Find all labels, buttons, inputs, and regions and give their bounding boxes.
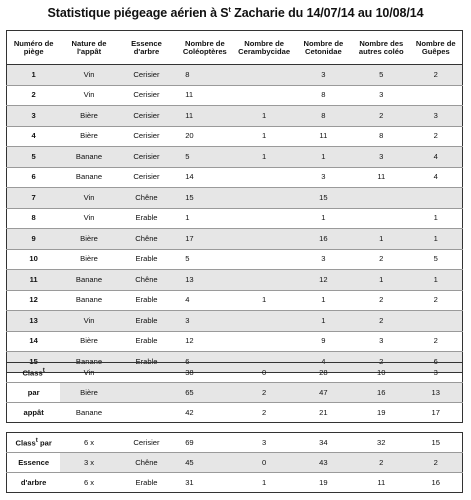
table-cell [410, 85, 463, 106]
summary-cell: 10 [377, 367, 386, 377]
table-cell: 3 [294, 65, 353, 86]
table-cell [234, 229, 293, 250]
summary-cell: 2 [234, 403, 293, 423]
table-cell: Bière [60, 229, 117, 250]
table-cell: 11 [175, 85, 234, 106]
column-header: Nature de l'appât [60, 31, 117, 65]
table-row [7, 208, 463, 229]
table-row [7, 270, 463, 291]
summary-cell: 11 [353, 473, 410, 493]
table-cell: 14 [175, 167, 234, 188]
table-cell: 12 [294, 270, 353, 291]
summary-by-tree [6, 432, 463, 493]
summary-label: Class$^t$ [22, 366, 45, 378]
trap-number: 9 [7, 229, 61, 250]
trap-number: 8 [7, 208, 61, 229]
table-row [7, 229, 463, 250]
trap-number: 5 [7, 147, 61, 168]
trap-number: 14 [7, 331, 61, 352]
table-cell: 2 [353, 106, 410, 127]
table-cell: 4 [175, 290, 234, 311]
table-cell: Banane [60, 270, 117, 291]
table-cell: 1 [294, 311, 353, 332]
table-cell [410, 188, 463, 209]
table-cell: Cerisier [118, 167, 175, 188]
table-cell: 15 [175, 188, 234, 209]
table-cell [234, 85, 293, 106]
table-cell [234, 331, 293, 352]
table-cell: Erable [118, 249, 175, 270]
table-cell: 5 [175, 249, 234, 270]
table-cell [234, 270, 293, 291]
table-row [7, 311, 463, 332]
table-cell: Erable [118, 208, 175, 229]
table-row [7, 188, 463, 209]
page-title: Statistique piégeage aérien à $S^t$ Zacharie du 14/07/14 au 10/08/14 [47, 6, 424, 20]
table-row [7, 106, 463, 127]
table-cell: 1 [410, 270, 463, 291]
summary-cell: 3 x [60, 453, 117, 473]
table-cell: 16 [294, 229, 353, 250]
summary-cell: Cerisier [133, 437, 160, 447]
table-cell: 15 [294, 188, 353, 209]
table-cell: 1 [353, 270, 410, 291]
table-cell: Cerisier [118, 85, 175, 106]
table-cell: 1 [410, 229, 463, 250]
table-cell: 8 [294, 106, 353, 127]
table-cell [234, 188, 293, 209]
table-cell: 4 [410, 147, 463, 168]
summary-cell [118, 383, 175, 403]
summary-cell: 17 [410, 403, 463, 423]
table-cell: Vin [60, 208, 117, 229]
summary-cell: 69 [185, 437, 194, 447]
summary-cell: 34 [319, 437, 328, 447]
table-cell [410, 311, 463, 332]
table-row [7, 331, 463, 352]
table-cell: 5 [353, 65, 410, 86]
table-cell: Erable [118, 311, 175, 332]
trap-number: 13 [7, 311, 61, 332]
table-cell: Cerisier [118, 106, 175, 127]
table-cell: 8 [175, 65, 234, 86]
column-header: Numéro de piège [7, 31, 61, 65]
table-cell: Erable [118, 331, 175, 352]
column-header: Essence d'arbre [118, 31, 175, 65]
table-cell: Bière [60, 249, 117, 270]
summary-cell [118, 363, 175, 383]
table-cell [353, 208, 410, 229]
column-header: Nombre de Coléoptères [175, 31, 234, 65]
summary-cell: Bière [60, 383, 117, 403]
table-cell: 1 [294, 147, 353, 168]
table-row [7, 65, 463, 86]
table-cell [234, 65, 293, 86]
table-cell: 1 [234, 147, 293, 168]
summary-cell: 2 [234, 383, 293, 403]
table-cell: 4 [294, 352, 353, 373]
summary-cell: 31 [175, 473, 234, 493]
table-row [7, 85, 463, 106]
table-cell: 3 [353, 85, 410, 106]
summary-cell: 65 [175, 383, 234, 403]
column-header: Nombre de Cetonidae [294, 31, 353, 65]
trap-number: 15 [7, 352, 61, 373]
summary-by-bait [6, 362, 463, 423]
summary-cell: 43 [294, 453, 353, 473]
table-cell: Vin [60, 188, 117, 209]
trap-number: 12 [7, 290, 61, 311]
trap-number: 2 [7, 85, 61, 106]
summary-cell: 6 x [60, 473, 117, 493]
table-cell [234, 208, 293, 229]
table-cell: 11 [175, 106, 234, 127]
table-cell: 2 [353, 311, 410, 332]
table-header [7, 31, 463, 65]
trap-number: 10 [7, 249, 61, 270]
table-cell: 3 [353, 147, 410, 168]
table-row [7, 167, 463, 188]
table-cell: 1 [353, 229, 410, 250]
summary-cell: 38 [185, 367, 194, 377]
summary-label: d'arbre [7, 473, 61, 493]
summary-cell: 28 [319, 367, 328, 377]
table-cell: Banane [60, 147, 117, 168]
table-cell: Chêne [118, 188, 175, 209]
table-cell: 1 [234, 126, 293, 147]
table-cell: 2 [410, 65, 463, 86]
table-cell: 5 [410, 249, 463, 270]
table-cell: 1 [175, 208, 234, 229]
summary-cell: 1 [234, 473, 293, 493]
summary-row [7, 383, 463, 403]
summary-row [7, 403, 463, 423]
table-cell: 2 [410, 331, 463, 352]
table-cell: 3 [294, 167, 353, 188]
summary-cell: Banane [60, 403, 117, 423]
column-header: Nombre de Cerambycidae [234, 31, 293, 65]
table-cell: Bière [60, 331, 117, 352]
summary-label: Class$^t$ par [15, 436, 52, 448]
summary-cell: 3 [261, 437, 267, 447]
table-cell: 1 [410, 208, 463, 229]
summary-label: appât [7, 403, 61, 423]
summary-cell: 0 [261, 367, 267, 377]
table-row [7, 126, 463, 147]
table-cell: 3 [353, 331, 410, 352]
trap-number: 11 [7, 270, 61, 291]
table-cell: Vin [60, 65, 117, 86]
summary-label: Essence [7, 453, 61, 473]
table-cell: Erable [118, 290, 175, 311]
table-cell: 3 [175, 311, 234, 332]
table-cell [234, 249, 293, 270]
table-cell: 8 [294, 85, 353, 106]
table-cell [234, 311, 293, 332]
table-cell: 2 [410, 126, 463, 147]
table-row [7, 147, 463, 168]
table-cell: 6 [410, 352, 463, 373]
trap-table [6, 30, 463, 373]
table-cell: Vin [60, 85, 117, 106]
summary-row [7, 363, 463, 383]
trap-number: 1 [7, 65, 61, 86]
summary-cell: 19 [294, 473, 353, 493]
summary-cell: Erable [118, 473, 175, 493]
summary-cell: 2 [353, 453, 410, 473]
table-cell: Vin [60, 311, 117, 332]
table-cell: 8 [353, 126, 410, 147]
table-cell: Cerisier [118, 147, 175, 168]
summary-cell: 32 [377, 437, 386, 447]
table-cell: 2 [353, 249, 410, 270]
table-cell: 5 [175, 147, 234, 168]
summary-cell: 6 x [83, 437, 95, 447]
table-cell: 6 [175, 352, 234, 373]
table-cell: 3 [410, 106, 463, 127]
table-cell: Banane [60, 290, 117, 311]
column-header: Nombre des autres coléo [353, 31, 410, 65]
summary-cell: Vin [83, 367, 95, 377]
table-cell: 11 [294, 126, 353, 147]
table-cell: 1 [294, 290, 353, 311]
summary-cell: 16 [410, 473, 463, 493]
table-cell: 9 [294, 331, 353, 352]
summary-cell: 0 [234, 453, 293, 473]
trap-number: 4 [7, 126, 61, 147]
summary-cell: 19 [353, 403, 410, 423]
table-cell: 2 [410, 290, 463, 311]
summary-cell: 2 [410, 453, 463, 473]
trap-number: 6 [7, 167, 61, 188]
summary-row [7, 433, 463, 453]
summary-cell: 3 [433, 367, 438, 377]
table-cell: 17 [175, 229, 234, 250]
summary-cell: 16 [353, 383, 410, 403]
summary-cell [118, 403, 175, 423]
column-header: Nombre de Guêpes [410, 31, 463, 65]
table-cell: 12 [175, 331, 234, 352]
summary-cell: 47 [294, 383, 353, 403]
summary-cell: 15 [431, 437, 440, 447]
table-cell: Chêne [118, 229, 175, 250]
table-cell: 3 [294, 249, 353, 270]
table-cell [234, 167, 293, 188]
summary-row [7, 453, 463, 473]
table-cell: Banane [60, 352, 117, 373]
table-cell: 2 [353, 352, 410, 373]
summary-cell: 42 [175, 403, 234, 423]
summary-row [7, 473, 463, 493]
table-cell: Chêne [118, 270, 175, 291]
summary-cell: 21 [294, 403, 353, 423]
table-cell [353, 188, 410, 209]
summary-cell: 13 [410, 383, 463, 403]
table-cell: Bière [60, 126, 117, 147]
table-cell: Banane [60, 167, 117, 188]
trap-number: 3 [7, 106, 61, 127]
table-cell: 1 [234, 290, 293, 311]
table-cell: Erable [118, 352, 175, 373]
table-cell: 2 [353, 290, 410, 311]
summary-cell: Chêne [118, 453, 175, 473]
table-cell: 4 [410, 167, 463, 188]
table-cell: 1 [294, 208, 353, 229]
table-row [7, 249, 463, 270]
trap-number: 7 [7, 188, 61, 209]
table-cell: Cerisier [118, 126, 175, 147]
table-cell: 1 [234, 106, 293, 127]
table-cell: Bière [60, 106, 117, 127]
table-cell: 20 [175, 126, 234, 147]
table-cell: 11 [353, 167, 410, 188]
summary-label: par [7, 383, 61, 403]
table-cell: Cerisier [118, 65, 175, 86]
table-cell: 13 [175, 270, 234, 291]
table-row [7, 290, 463, 311]
summary-cell: 45 [175, 453, 234, 473]
